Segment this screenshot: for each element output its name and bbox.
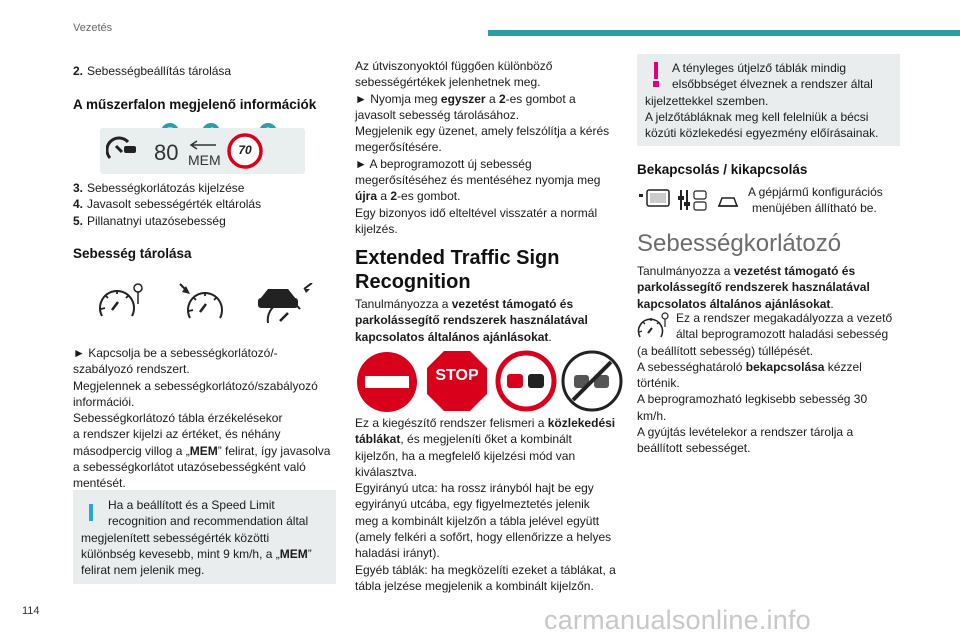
end-no-overtaking-sign-icon xyxy=(561,350,623,412)
suggested-speed-paragraph: Az útviszonyoktól függően különböző sebességértékek jelenhetnek meg. ► Nyomja meg egyszer a 2-es gombot a javasolt sebesség tárolásához. Megjelenik egy üzenet, amely felszólítja a kérés megerősítésére. ► A beprogramozott új sebesség megerősítéséhez és mentéséhez nyomja meg újra a 2-es gombot. Egy bizonyos idő elteltével visszatér a normál kijelzés. xyxy=(355,59,610,236)
speed-limit-value: 70 xyxy=(238,143,252,157)
heading-etsr: Extended Traffic Sign Recognition xyxy=(355,247,560,293)
speed-sign-store-icon xyxy=(178,280,230,324)
vehicle-settings-menu-icon xyxy=(639,188,739,214)
arrow-left-icon xyxy=(188,140,218,150)
legend-item-5: 5. Pillanatnyi utazósebesség xyxy=(73,213,226,228)
limiter-icon xyxy=(96,280,148,324)
legend-item-3: 3. Sebességkorlátozás kijelzése xyxy=(73,181,245,195)
info-note: Ha a beállított és a Speed Limit recognition and recommendation által megjelenített sebességérték közötti különbség kevesebb, mint 9 km/h, a „MEM” felirat nem jelenik meg. xyxy=(73,490,336,584)
heading-speed-limiter: Sebességkorlátozó xyxy=(637,230,842,257)
item-2: 2. Sebességbeállítás tárolása xyxy=(73,64,232,78)
section-title: Vezetés xyxy=(73,22,113,34)
no-entry-sign-icon xyxy=(355,350,419,414)
stop-sign-text: STOP xyxy=(435,367,479,384)
heading-speed-store: Sebesség tárolása xyxy=(73,246,192,261)
speedometer-limiter-icon xyxy=(106,136,138,164)
etsr-reference: Tanulmányozza a vezetést támogató és parkolássegítő rendszerek használatával kapcsolatos általános ajánlásokat. xyxy=(355,297,588,344)
cruise-control-icon xyxy=(258,283,314,327)
current-speed: 80 xyxy=(154,140,179,165)
speed-store-paragraph: ► Kapcsolja be a sebességkorlátozó/- szabályozó rendszert. Megjelennek a sebességkorlátozó/szabályozó információi. Sebességkorlátozó tábla érzékelésekor a rendszer kijelzi az értéket, és néhány másodpercig villog a „MEM” felirat, így javasolva a sebességkorlátot utazósebességként való mentését. xyxy=(73,346,331,491)
heading-cluster-info: A műszerfalon megjelenő információk xyxy=(73,97,317,112)
limiter-reference: Tanulmányozza a vezetést támogató és parkolássegítő rendszerek használatával kapcsolatos általános ajánlásokat. xyxy=(637,264,870,311)
page-number: 114 xyxy=(22,605,40,617)
limiter-description: Ez a rendszer megakadályozza a vezető által beprogramozott haladási sebesség (a beállított sebesség) túllépését. A sebességhatároló bekapcsolása kézzel történik. A beprogramozható legkisebb sebesség 30 km/h. A gyújtás levételekor a rendszer tárolja a beállított sebességet. xyxy=(637,311,893,456)
mem-label: MEM xyxy=(188,152,221,168)
no-overtaking-sign-icon xyxy=(495,350,557,412)
warning-note: A tényleges útjelző táblák mindig elsőbbséget élveznek a rendszer által kijelzettekkel szemben. A jelzőtábláknak meg kell felelniük a bécsi közúti közlekedési egyezmény előírásainak. xyxy=(637,54,900,146)
etsr-description: Ez a kiegészítő rendszer felismeri a közlekedési táblákat, és megjeleníti őket a kombinált kijelzőn, ha a megfelelő kijelzési mód van kiválasztva. Egyirányú utca: ha rossz irányból hajt be egy egyirányú utcába, egy figyelmeztetés jelenik meg a kombinált kijelzőn a tábla jelével együtt (amely felkéri a sofőrt, hogy ellenőrizze a helyes haladási irányt). Egyéb táblák: ha megközelíti ezeket a táblákat, a tábla jelzése megjelenik a kombinált kijelzőn. xyxy=(355,416,616,593)
heading-on-off: Bekapcsolás / kikapcsolás xyxy=(637,162,808,177)
header-accent-bar xyxy=(488,30,960,36)
watermark: carmanualsonline.info xyxy=(544,605,811,635)
legend-item-4: 4. Javasolt sebességérték eltárolás xyxy=(73,197,262,212)
cluster-legend xyxy=(73,180,261,229)
instrument-cluster-display xyxy=(100,128,305,174)
on-off-text: A gépjármű konfigurációs menüjében állítható be. xyxy=(748,185,883,216)
